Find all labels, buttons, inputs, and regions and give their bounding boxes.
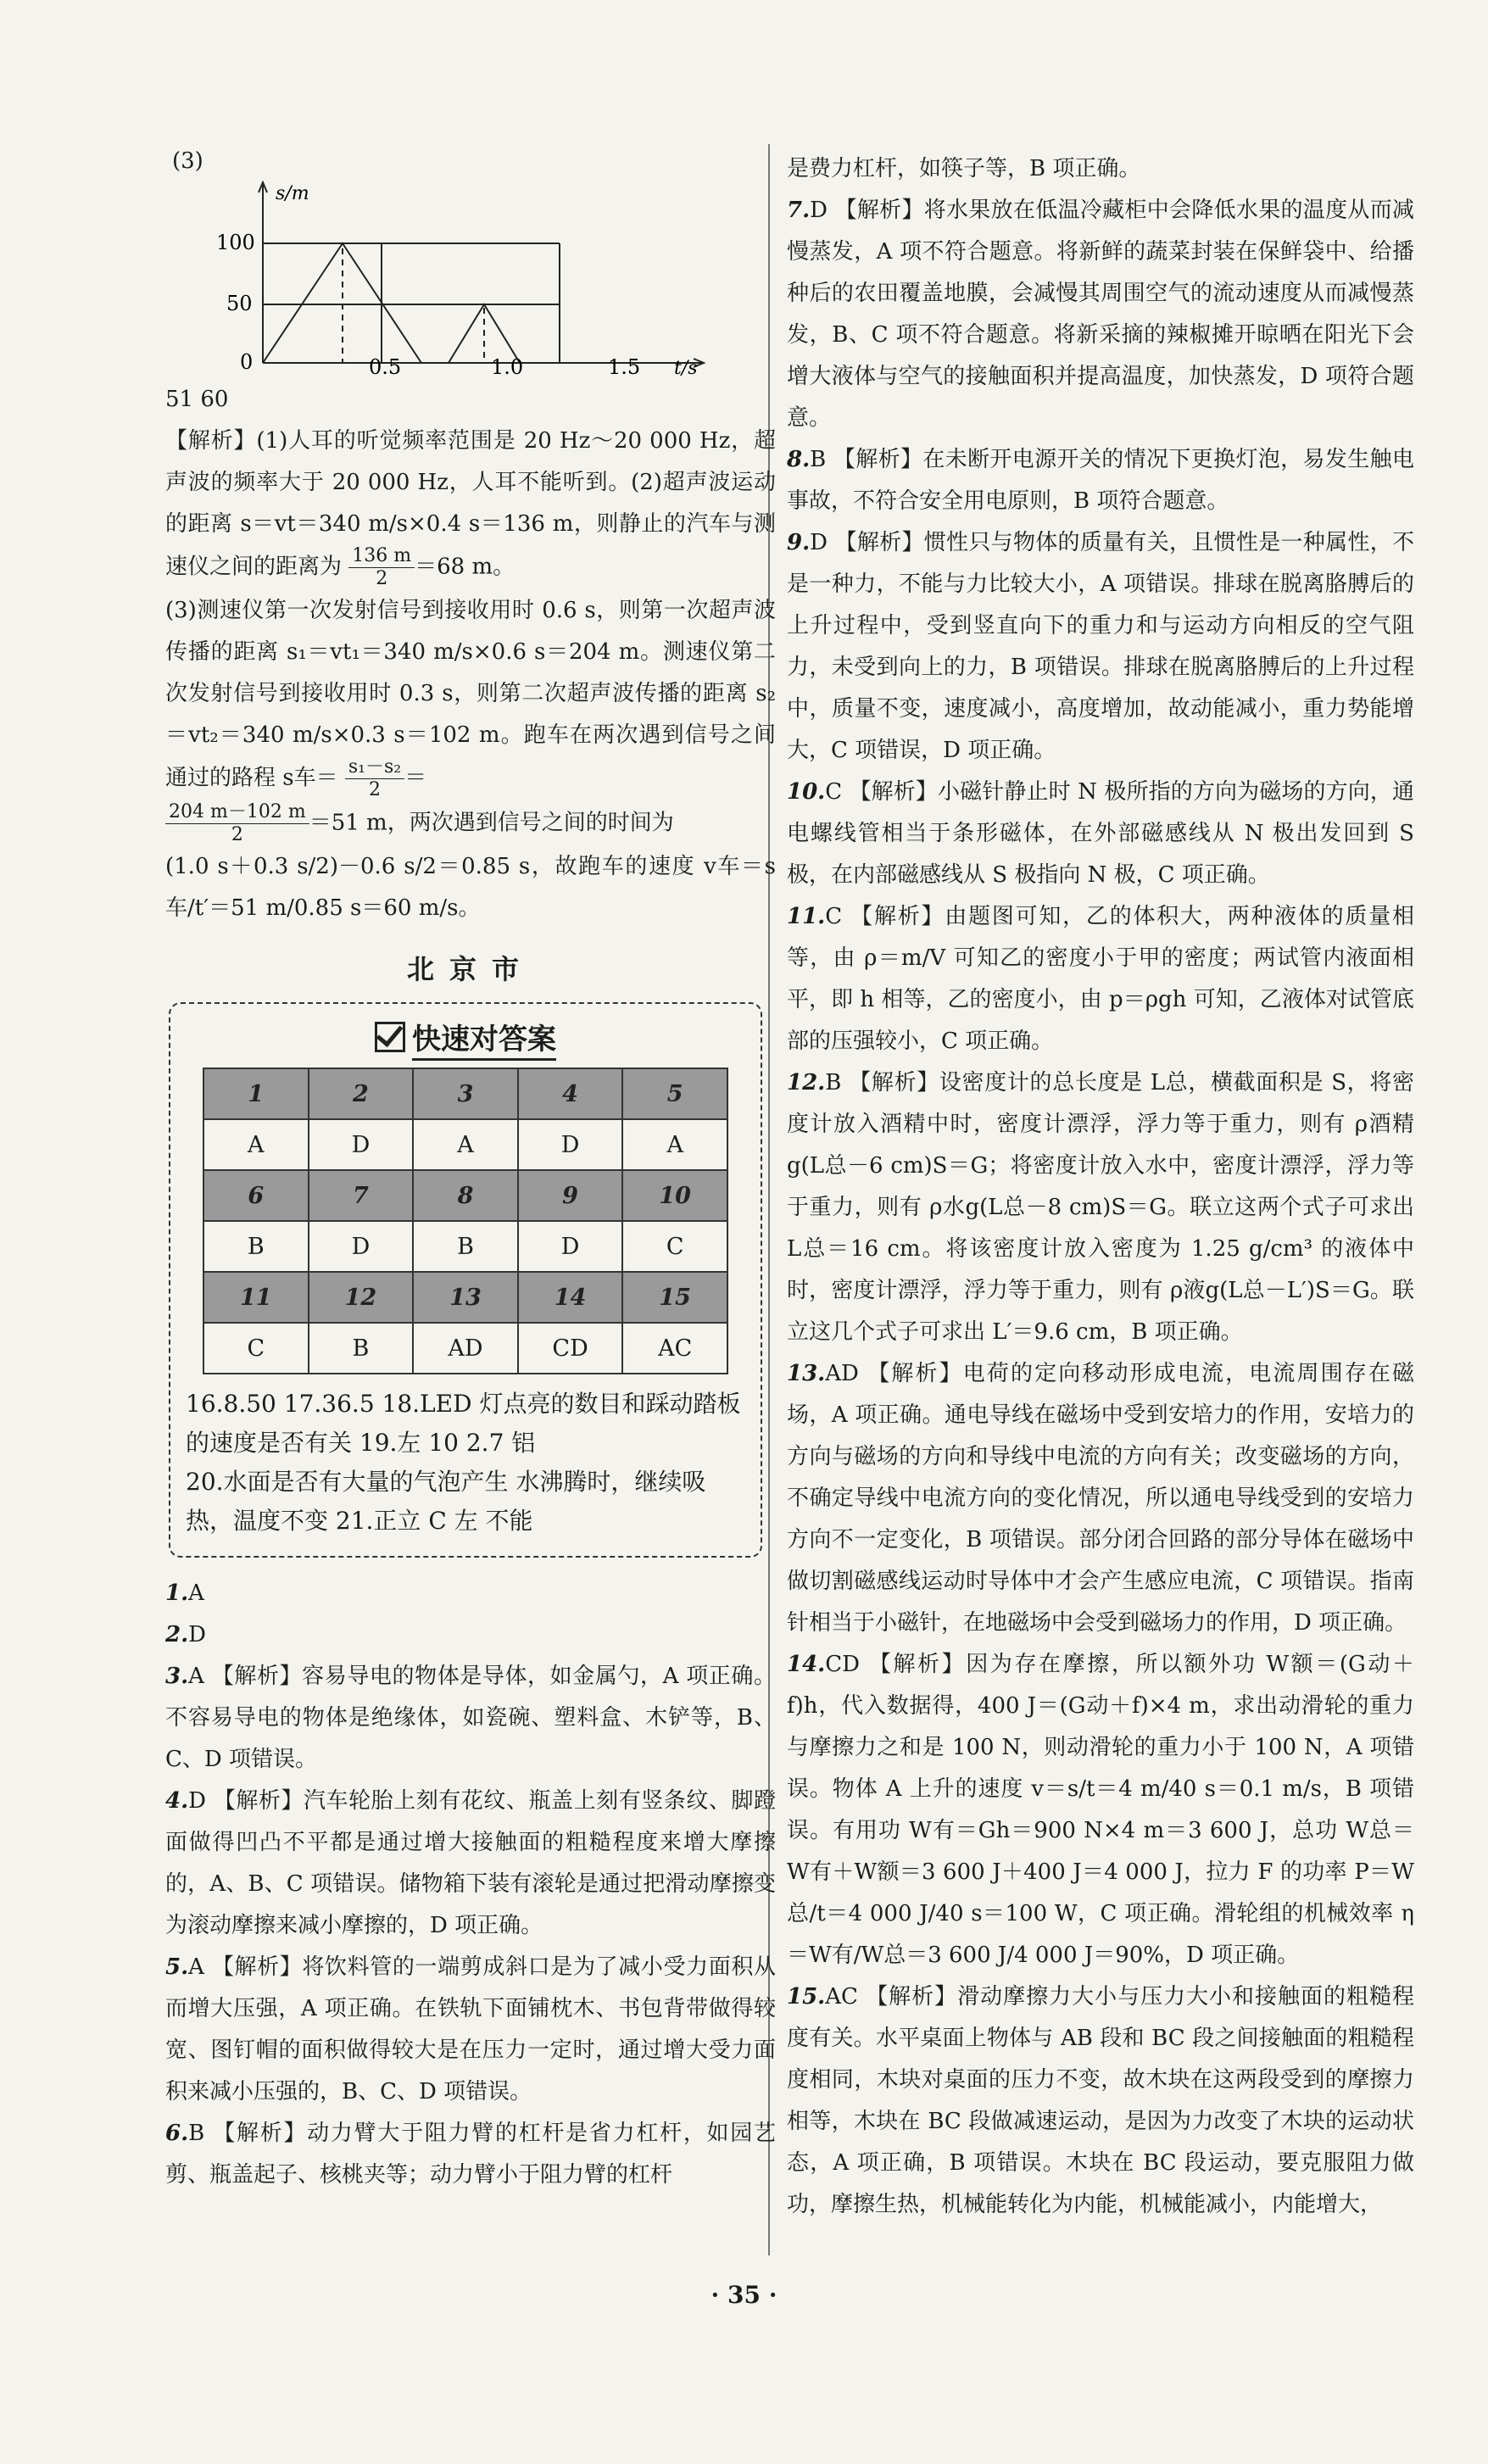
y-axis-label: s/m xyxy=(276,183,309,204)
table-cell: AD xyxy=(413,1323,518,1374)
y-tick-0: 0 xyxy=(240,350,254,374)
item-number: 1. xyxy=(165,1580,189,1606)
table-cell: 14 xyxy=(518,1272,623,1323)
table-cell: 7 xyxy=(309,1170,414,1221)
x-tick-05: 0.5 xyxy=(369,355,402,376)
item-number: 10. xyxy=(787,779,826,805)
table-cell: B xyxy=(309,1323,414,1374)
table-cell: 12 xyxy=(309,1272,414,1323)
numerator: s₁－s₂ xyxy=(345,756,404,779)
item-text: D xyxy=(188,1622,207,1647)
explanation-text: 【解析】(1)人耳的听觉频率范围是 20 Hz～20 000 Hz，超声波的频率大于 20 000 Hz，人耳不能听到。(2)超声波运动的距离 s＝vt＝340 m/s×0.4 s＝136 m，则静止的汽车与测速仪之间的距离为 xyxy=(165,428,776,580)
item-number: 9. xyxy=(787,530,811,555)
x-tick-10: 1.0 xyxy=(491,355,524,376)
item-text: C 【解析】由题图可知，乙的体积大，两种液体的质量相等，由 ρ＝m/V 可知乙的密度小于甲的密度；两试管内液面相平，即 h 相等，乙的密度小，由 p＝ρgh 可知，乙液体对试管底部的压强较小，C 项正确。 xyxy=(787,904,1414,1054)
table-row xyxy=(203,1119,727,1170)
table-row xyxy=(203,1272,727,1323)
item-number: 8. xyxy=(787,447,811,472)
item-text: A 【解析】将饮料管的一端剪成斜口是为了减小受力面积从而增大压强，A 项正确。在铁轨下面铺枕木、书包背带做得较宽、图钉帽的面积做得较大是在压力一定时，通过增大受力面积来减小压强的，B、C、D 项错误。 xyxy=(165,1954,776,2104)
left-explanations xyxy=(165,1573,776,2196)
table-cell: D xyxy=(518,1119,623,1170)
table-cell: 11 xyxy=(203,1272,309,1323)
x-axis-label: t/s xyxy=(674,358,698,376)
list-item xyxy=(787,190,1414,439)
item-number: 5. xyxy=(165,1954,189,1980)
item-number: 7. xyxy=(787,198,811,223)
denominator: 2 xyxy=(368,779,381,800)
item-number: 15. xyxy=(787,1984,826,2010)
item-number: 12. xyxy=(787,1070,826,1095)
table-cell: A xyxy=(203,1119,309,1170)
answer-box-title xyxy=(186,1016,745,1057)
x-tick-15: 1.5 xyxy=(608,355,641,376)
answer-51-60: 51 60 xyxy=(165,387,229,412)
item-number: 14. xyxy=(787,1652,826,1677)
item-text: B 【解析】设密度计的总长度是 L总，横截面积是 S，将密度计放入酒精中时，密度计漂浮，浮力等于重力，则有 ρ酒精g(L总－6 cm)S＝G；将密度计放入水中，密度计漂浮，浮力等于重力，则有 ρ水g(L总－8 cm)S＝G。联立这两个式子可求出 L总＝16 cm。将该密度计放入密度为 1.25 g/cm³ 的液体中时，密度计漂浮，浮力等于重力，则有 ρ液g(L总－L′)S＝G。联立这几个式子可求出 L′＝9.6 cm，B 项正确。 xyxy=(787,1070,1414,1345)
table-cell: B xyxy=(203,1221,309,1272)
table-row xyxy=(203,1323,727,1374)
item-text: C 【解析】小磁针静止时 N 极所指的方向为磁场的方向，通电螺线管相当于条形磁体，在外部磁感线从 N 极出发回到 S 极，在内部磁感线从 S 极指向 N 极，C 项正确。 xyxy=(787,779,1414,888)
answer-table xyxy=(203,1068,728,1374)
list-item xyxy=(787,896,1414,1062)
fill-in-answers-2: 20.水面是否有大量的气泡产生 水沸腾时，继续吸热，温度不变 21.正立 C 左 不能 xyxy=(186,1468,706,1535)
fraction xyxy=(348,545,415,590)
explanation-paragraph-1 xyxy=(165,421,776,590)
table-cell: AC xyxy=(622,1323,727,1374)
item-text: D 【解析】将水果放在低温冷藏柜中会降低水果的温度从而减慢蒸发，A 项不符合题意。将新鲜的蔬菜封装在保鲜袋中、给播种后的农田覆盖地膜，会减慢其周围空气的流动速度从而减慢蒸发，B、C 项不符合题意。将新采摘的辣椒摊开晾晒在阳光下会增大液体与空气的接触面积并提高温度，加快蒸发，D 项符合题意。 xyxy=(787,198,1414,431)
item-text: A 【解析】容易导电的物体是导体，如金属勺，A 项正确。不容易导电的物体是绝缘体，如瓷碗、塑料盒、木铲等，B、C、D 项错误。 xyxy=(165,1664,776,1772)
table-cell: 4 xyxy=(518,1068,623,1119)
item-number: 13. xyxy=(787,1361,826,1386)
table-cell: D xyxy=(518,1221,623,1272)
list-item xyxy=(787,439,1414,522)
fraction xyxy=(345,756,404,801)
list-item xyxy=(165,1656,776,1781)
item-number: 4. xyxy=(165,1788,189,1814)
answer-box-title-text: 快速对答案 xyxy=(412,1023,556,1061)
explanation-text: (3)测速仪第一次发射信号到接收用时 0.6 s，则第一次超声波传播的距离 s₁＝vt₁＝340 m/s×0.6 s＝204 m。测速仪第二次发射信号到接收用时 0.3 s，则第二次超声波传播的距离 s₂＝vt₂＝340 m/s×0.3 s＝102 m。跑车在两次遇到信号之间通过的路程 s车＝ xyxy=(165,598,776,791)
table-cell: A xyxy=(622,1119,727,1170)
checkbox-icon xyxy=(375,1022,405,1052)
table-cell: D xyxy=(309,1119,414,1170)
graph-label: (3) xyxy=(172,148,203,174)
page-number: · 35 · xyxy=(711,2281,777,2309)
numerator: 136 m xyxy=(348,545,415,568)
list-item xyxy=(787,1644,1414,1976)
explanation-paragraph-3 xyxy=(165,801,776,846)
item-number: 2. xyxy=(165,1622,189,1647)
explanation-tail: ＝ xyxy=(404,765,427,791)
list-item xyxy=(787,522,1414,772)
list-item xyxy=(165,1614,776,1656)
list-item xyxy=(787,148,1414,190)
fill-in-answers-1: 16.8.50 17.36.5 18.LED 灯点亮的数目和踩动踏板的速度是否有关 19.左 10 2.7 铝 xyxy=(186,1390,741,1457)
table-cell: 13 xyxy=(413,1272,518,1323)
table-cell: 10 xyxy=(622,1170,727,1221)
item-text: D 【解析】汽车轮胎上刻有花纹、瓶盖上刻有竖条纹、脚蹬面做得凹凸不平都是通过增大接触面的粗糙程度来增大摩擦的，A、B、C 项错误。储物箱下装有滚轮是通过把滑动摩擦变为滚动摩擦来减小摩擦的，D 项正确。 xyxy=(165,1788,776,1938)
numerator: 204 m－102 m xyxy=(165,801,309,824)
right-column xyxy=(787,148,1414,2226)
table-cell: C xyxy=(622,1221,727,1272)
denominator: 2 xyxy=(231,824,243,845)
list-item xyxy=(165,2113,776,2196)
table-cell: 1 xyxy=(203,1068,309,1119)
item-text: CD 【解析】因为存在摩擦，所以额外功 W额＝(G动＋f)h，代入数据得，400 J＝(G动＋f)×4 m，求出动滑轮的重力与摩擦力之和是 100 N，则动滑轮的重力小于 100 N，A 项错误。物体 A 上升的速度 v＝s/t＝4 m/40 s＝0.1 m/s，B 项错误。有用功 W有＝Gh＝900 N×4 m＝3 600 J，总功 W总＝W有＋W额＝3 600 J＋400 J＝4 000 J，拉力 F 的功率 P＝W总/t＝4 000 J/40 s＝100 W，C 项正确。滑轮组的机械效率 η＝W有/W总＝3 600 J/4 000 J＝90%，D 项正确。 xyxy=(787,1652,1414,1968)
fraction xyxy=(165,801,309,846)
table-cell: 8 xyxy=(413,1170,518,1221)
list-item xyxy=(165,1947,776,2113)
denominator: 2 xyxy=(376,568,388,589)
table-cell: D xyxy=(309,1221,414,1272)
table-cell: 5 xyxy=(622,1068,727,1119)
table-cell: 15 xyxy=(622,1272,727,1323)
item-number: 3. xyxy=(165,1664,189,1689)
list-item xyxy=(165,1781,776,1947)
table-row xyxy=(203,1221,727,1272)
distance-time-graph xyxy=(165,181,776,376)
table-cell: A xyxy=(413,1119,518,1170)
table-cell: CD xyxy=(518,1323,623,1374)
list-item xyxy=(787,772,1414,896)
section-title: 北京市 xyxy=(406,953,534,985)
item-text: AC 【解析】滑动摩擦力大小与压力大小和接触面的粗糙程度有关。水平桌面上物体与 AB 段和 BC 段之间接触面的粗糙程度相同，木块对桌面的压力不变，故木块在这两段受到的摩擦力相等，木块在 BC 段做减速运动，是因为力改变了木块的运动状态，A 项正确，B 项错误。木块在 BC 段运动，要克服阻力做功，摩擦生热，机械能转化为内能，机械能减小，内能增大， xyxy=(787,1984,1414,2217)
left-column xyxy=(165,148,776,2196)
item-text: 是费力杠杆，如筷子等，B 项正确。 xyxy=(787,156,1141,181)
list-item xyxy=(787,1062,1414,1353)
explanation-tail: ＝51 m，两次遇到信号之间的时间为 xyxy=(309,810,674,836)
item-number: 6. xyxy=(165,2121,189,2146)
list-item xyxy=(165,1573,776,1614)
explanation-tail: ＝68 m。 xyxy=(415,554,516,580)
list-item xyxy=(787,1976,1414,2226)
list-item xyxy=(787,1353,1414,1644)
table-cell: 6 xyxy=(203,1170,309,1221)
item-text: B 【解析】在未断开电源开关的情况下更换灯泡，易发生触电事故，不符合安全用电原则，B 项符合题意。 xyxy=(787,447,1414,514)
table-row xyxy=(203,1068,727,1119)
table-cell: 3 xyxy=(413,1068,518,1119)
y-tick-100: 100 xyxy=(216,231,255,254)
item-text: A xyxy=(188,1580,204,1606)
table-cell: B xyxy=(413,1221,518,1272)
explanation-paragraph-4: (1.0 s＋0.3 s/2)－0.6 s/2＝0.85 s，故跑车的速度 v车＝s车/t′＝51 m/0.85 s＝60 m/s。 xyxy=(165,854,776,921)
item-text: AD 【解析】电荷的定向移动形成电流，电流周围存在磁场，A 项正确。通电导线在磁场中受到安培力的作用，安培力的方向与磁场的方向和导线中电流的方向有关；改变磁场的方向，不确定导线中电流方向的变化情况，所以通电导线受到的安培力方向不一定变化，B 项错误。部分闭合回路的部分导体在磁场中做切割磁感线运动时导体中才会产生感应电流，C 项错误。指南针相当于小磁针，在地磁场中会受到磁场力的作用，D 项正确。 xyxy=(787,1361,1414,1636)
item-number: 11. xyxy=(787,904,826,929)
quick-answer-box xyxy=(169,1002,762,1558)
y-tick-50: 50 xyxy=(226,292,253,315)
table-cell: 2 xyxy=(309,1068,414,1119)
table-row xyxy=(203,1170,727,1221)
table-cell: 9 xyxy=(518,1170,623,1221)
item-text: B 【解析】动力臂大于阻力臂的杠杆是省力杠杆，如园艺剪、瓶盖起子、核桃夹等；动力臂小于阻力臂的杠杆 xyxy=(165,2121,776,2188)
item-text: D 【解析】惯性只与物体的质量有关，且惯性是一种属性，不是一种力，不能与力比较大小，A 项错误。排球在脱离胳膊后的上升过程中，受到竖直向下的重力和与运动方向相反的空气阻力，未受到向上的力，B 项错误。排球在脱离胳膊后的上升过程中，质量不变，速度减小，高度增加，故动能减小，重力势能增大，C 项错误，D 项正确。 xyxy=(787,530,1414,763)
table-cell: C xyxy=(203,1323,309,1374)
explanation-paragraph-2 xyxy=(165,590,776,801)
